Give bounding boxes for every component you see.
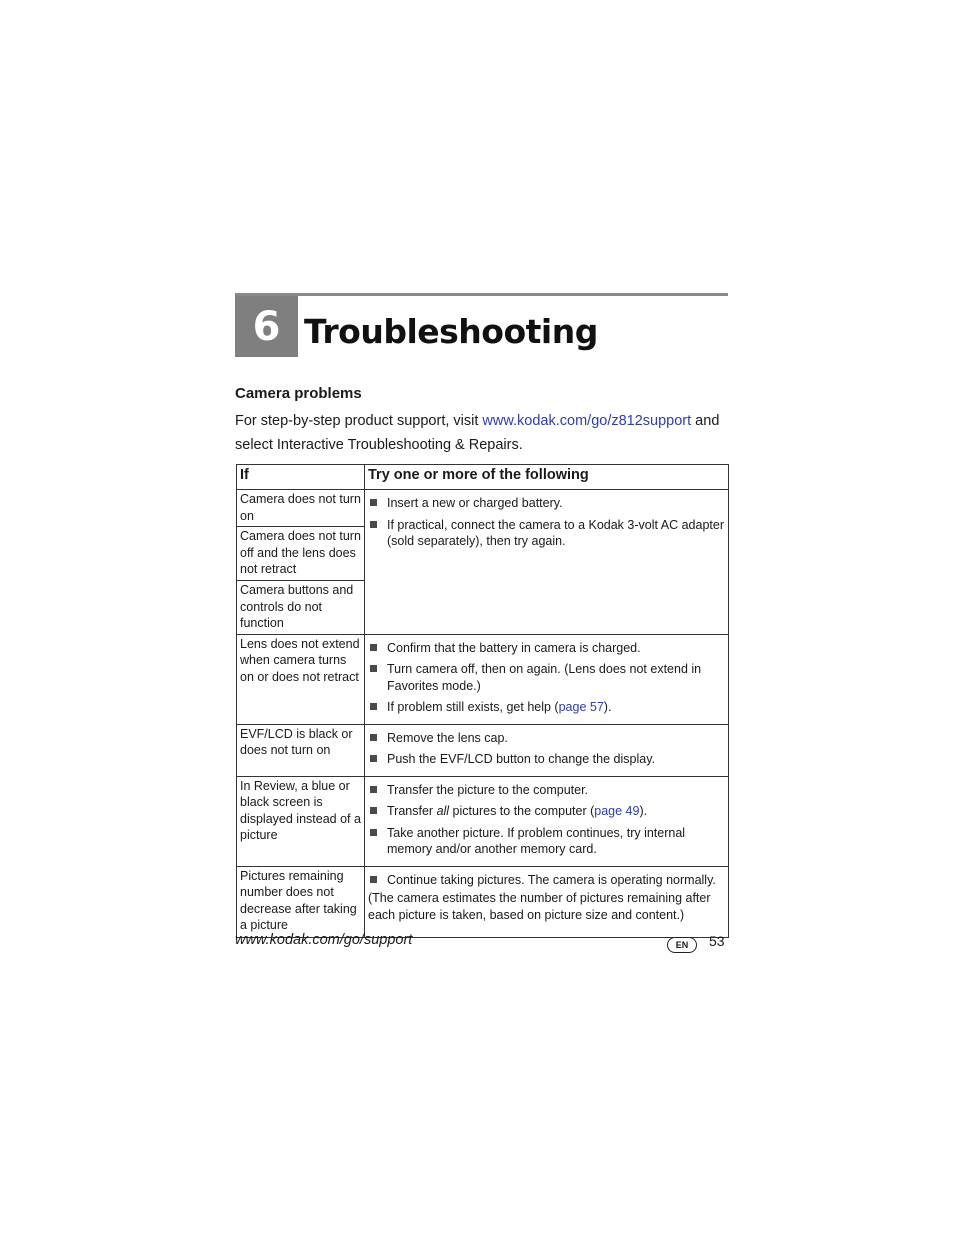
action-cell — [365, 776, 729, 866]
bullet-icon — [370, 499, 377, 506]
action-list — [368, 782, 725, 858]
bullet-icon — [370, 829, 377, 836]
action-text: Transfer — [387, 804, 437, 818]
page-number: 53 — [709, 933, 725, 949]
intro-text-end: and select Interactive Troubleshooting & Repairs. — [235, 413, 720, 453]
condition-cell: Camera buttons and controls do not function — [237, 581, 365, 635]
table-row — [237, 776, 729, 866]
action-item — [368, 872, 725, 889]
action-item — [368, 495, 725, 512]
action-text: If problem still exists, get help ( — [387, 700, 559, 714]
action-text: Turn camera off, then on again. (Lens does not extend in Favorites mode.) — [387, 662, 702, 693]
table-row — [237, 634, 729, 724]
action-cell — [365, 490, 729, 635]
column-header-if: If — [237, 465, 365, 490]
action-text: If practical, connect the camera to a Kodak 3-volt AC adapter (sold separately), then try again. — [387, 517, 724, 548]
action-text: Remove the lens cap. — [387, 730, 508, 745]
condition-cell: Camera does not turn off and the lens does not retract — [237, 527, 365, 581]
table-row — [237, 866, 729, 937]
condition-cell: EVF/LCD is black or does not turn on — [237, 724, 365, 776]
section-heading: Camera problems — [235, 385, 362, 402]
action-cell — [365, 866, 729, 937]
bullet-icon — [370, 807, 377, 814]
action-note: (The camera estimates the number of pictures remaining after each picture is taken, based on picture size and content.) — [368, 891, 711, 922]
page-link[interactable]: page 49 — [594, 804, 640, 818]
footer-url: www.kodak.com/go/support — [235, 932, 413, 948]
action-text: Continue taking pictures. The camera is operating normally. — [387, 872, 716, 887]
action-text: Take another picture. If problem continues, try internal memory and/or another memory card. — [387, 825, 686, 856]
action-text-mid: pictures to the computer ( — [449, 804, 595, 818]
support-link[interactable]: www.kodak.com/go/z812support — [482, 413, 692, 429]
intro-text: For step-by-step product support, visit — [235, 413, 483, 429]
action-list — [368, 495, 725, 550]
bullet-icon — [370, 786, 377, 793]
table-row — [237, 724, 729, 776]
action-item — [368, 640, 725, 657]
action-item — [368, 730, 725, 747]
bullet-icon — [370, 644, 377, 651]
action-item — [368, 751, 725, 768]
condition-cell: Pictures remaining number does not decrease after taking a picture — [237, 866, 365, 937]
troubleshooting-table — [236, 464, 729, 938]
action-item — [368, 661, 725, 694]
bullet-icon — [370, 734, 377, 741]
action-list — [368, 730, 725, 768]
chapter-title: Troubleshooting — [304, 312, 598, 351]
condition-cell: Camera does not turn on — [237, 490, 365, 527]
bullet-icon — [370, 755, 377, 762]
action-item — [368, 803, 725, 820]
page-link[interactable]: page 57 — [558, 700, 604, 714]
action-text-end: ). — [639, 804, 648, 818]
action-text-end: ). — [603, 700, 612, 714]
language-badge: EN — [667, 937, 697, 953]
table-header-row — [237, 465, 729, 490]
action-text: Transfer the picture to the computer. — [387, 782, 589, 797]
action-cell — [365, 634, 729, 724]
condition-cell: In Review, a blue or black screen is displayed instead of a picture — [237, 776, 365, 866]
column-header-actions: Try one or more of the following — [365, 465, 729, 490]
action-item — [368, 517, 725, 550]
condition-cell: Lens does not extend when camera turns on or does not retract — [237, 634, 365, 724]
action-cell — [365, 724, 729, 776]
intro-paragraph — [235, 409, 735, 457]
bullet-icon — [370, 703, 377, 710]
action-item — [368, 699, 725, 716]
chapter-rule — [235, 293, 728, 296]
table-row — [237, 490, 729, 527]
bullet-icon — [370, 876, 377, 883]
action-text: Confirm that the battery in camera is charged. — [387, 640, 641, 655]
bullet-icon — [370, 521, 377, 528]
action-text: Push the EVF/LCD button to change the display. — [387, 752, 655, 766]
emphasis-text: all — [436, 804, 450, 818]
action-list — [368, 640, 725, 716]
action-text: Insert a new or charged battery. — [387, 496, 563, 510]
action-item — [368, 782, 725, 799]
action-item — [368, 825, 725, 858]
bullet-icon — [370, 665, 377, 672]
action-list — [368, 872, 725, 889]
chapter-number: 6 — [235, 296, 298, 357]
